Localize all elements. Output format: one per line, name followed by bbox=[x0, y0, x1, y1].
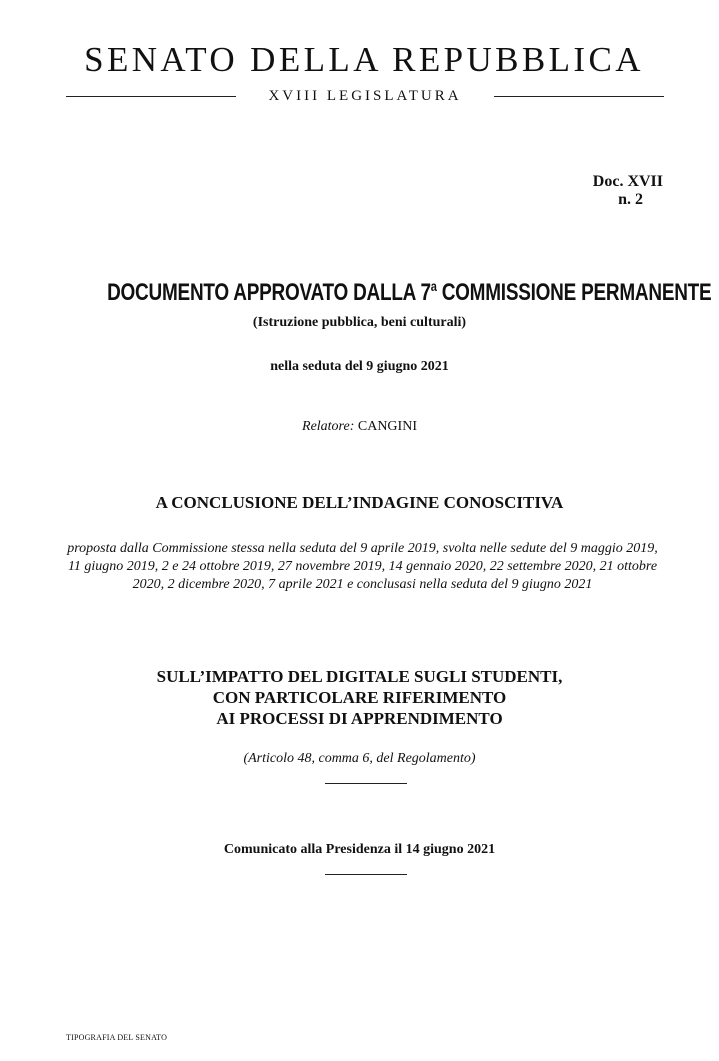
document-reference bbox=[593, 173, 663, 209]
printer-footer: TIPOGRAFIA DEL SENATO bbox=[66, 1033, 168, 1042]
commission-subtitle: (Istruzione pubblica, beni culturali) bbox=[252, 315, 467, 330]
topic-line: AI PROCESSI DI APPRENDIMENTO bbox=[216, 709, 503, 728]
conclusion-heading: A CONCLUSIONE DELL’INDAGINE CONOSCITIVA bbox=[155, 493, 564, 512]
legislature-rule-left bbox=[66, 96, 236, 97]
main-title-prefix: DOCUMENTO APPROVATO DALLA 7 bbox=[107, 279, 431, 306]
document-number: n. 2 bbox=[618, 191, 643, 208]
inquiry-topic bbox=[56, 666, 663, 729]
main-title-ordinal: a bbox=[430, 278, 437, 294]
topic-line: SULL’IMPATTO DEL DIGITALE SUGLI STUDENTI, bbox=[156, 667, 563, 686]
institution-title: SENATO DELLA REPUBBLICA bbox=[84, 40, 644, 79]
topic-line: CON PARTICOLARE RIFERIMENTO bbox=[212, 688, 507, 707]
session-date: nella seduta del 9 giugno 2021 bbox=[270, 359, 449, 374]
legislature-row bbox=[66, 86, 664, 106]
article-reference: (Articolo 48, comma 6, del Regolamento) bbox=[243, 751, 476, 766]
proposal-paragraph: proposta dalla Commissione stessa nella seduta del 9 aprile 2019, svolta nelle sedute del 9 maggio 2019, 11 giugno 2019, 2 e 24 ottobre 2019, 27 novembre 2019, 14 gennaio 2020, 22 settembre 2020, 21 ottobre 2020, 2 dicembre 2020, 7 aprile 2021 e conclusasi nella seduta del 9 giugno 2021 bbox=[67, 541, 658, 592]
document-series: Doc. XVII bbox=[592, 173, 663, 190]
legislature-rule-right bbox=[494, 96, 664, 97]
separator-rule bbox=[325, 874, 407, 875]
rapporteur-name: CANGINI bbox=[357, 419, 417, 434]
rapporteur bbox=[56, 418, 663, 436]
legislature-label: XVIII LEGISLATURA bbox=[268, 88, 462, 104]
rapporteur-label: Relatore: bbox=[302, 419, 355, 434]
separator-rule bbox=[325, 783, 407, 784]
main-title-suffix: COMMISSIONE PERMANENTE bbox=[436, 279, 712, 306]
main-title bbox=[107, 270, 712, 309]
communication-date: Comunicato alla Presidenza il 14 giugno 2021 bbox=[223, 842, 496, 857]
